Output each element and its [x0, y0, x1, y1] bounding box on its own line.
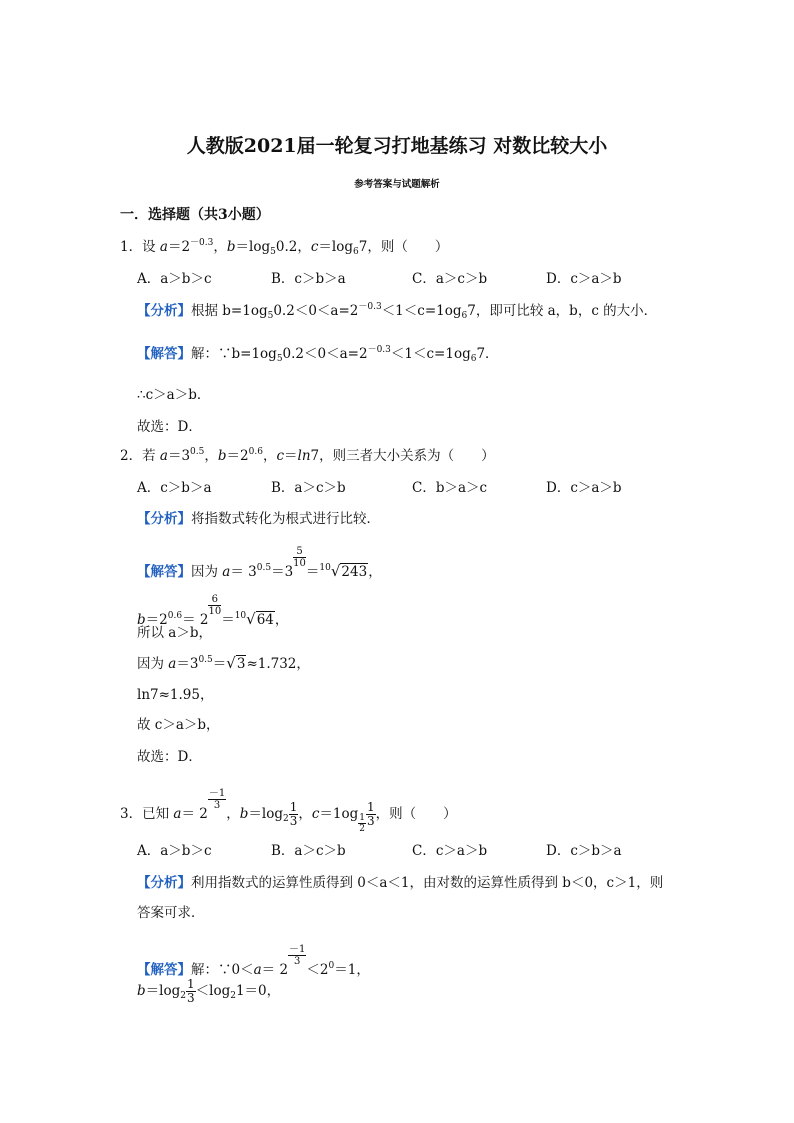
q2-ln: ln7≈1.95， [137, 687, 214, 703]
q1-choice: 故选：D． [137, 419, 202, 435]
q3-analysis: 【分析】利用指数式的运算性质得到 0＜a＜1，由对数的运算性质得到 b＜0，c＞1，则 [137, 875, 664, 891]
q3-stem: 3．已知 a＝ 2 $\frac{-1}{3}$ ，$b=\log_2$ $\frac{1}{3}$ ，c＝1og $_{\frac{1}{2}}$ $\frac{1}{3}$ ，则（ ） [120, 788, 457, 834]
section-heading: 一．选择题（共3小题） [120, 207, 270, 223]
q3-option-d[interactable]: D．c＞b＞a [546, 843, 622, 859]
q2-answer-line2: $b=2^{0.6}= 2$ $\frac{6}{10}$ ＝$^{10}$√64， [137, 594, 289, 628]
q1-analysis: 【分析】根据 $b=1og_50.2<0<a=2^{-0.3}<1<c=1og_67$，即可比较 a，b，c 的大小． [137, 302, 658, 321]
q3-analysis-cont: 答案可求． [137, 905, 205, 921]
q2-option-c[interactable]: C．b＞a＞c [412, 480, 488, 496]
q2-stem: 2．若 $a=3^{0.5}$，$b=2^{0.6}$，c＝ln7，则三者大小关系为（ ） [120, 447, 495, 464]
q3-option-c[interactable]: C．c＞a＞b [412, 843, 488, 859]
q1-stem: 1．设 $a=2^{-0.3}$，$b=\log_50.2$，$c=\log_67$，则（ ） [120, 238, 449, 257]
page-title: 人教版2021届一轮复习打地基练习 对数比较大小 [186, 135, 608, 157]
q2-so: 所以 a＞b， [137, 625, 212, 641]
q2-option-a[interactable]: A．c＞b＞a [137, 480, 212, 496]
q2-options [137, 479, 657, 497]
q1-answer: 【解答】解：$\because b=1og_50.2<0<a=2^{-0.3}<1<c=1og_67$． [137, 345, 499, 364]
q3-option-a[interactable]: A．a＞b＞c [137, 843, 212, 859]
q3-answer-line2: $b=\log_2$ $\frac{1}{3}$ $<\log_21=0$， [137, 977, 281, 1005]
q1-option-c[interactable]: C．a＞c＞b [412, 271, 488, 287]
q2-analysis: 【分析】将指数式转化为根式进行比较． [137, 511, 380, 527]
q1-option-a[interactable]: A．a＞b＞c [137, 271, 212, 287]
q3-option-b[interactable]: B．a＞c＞b [271, 843, 346, 859]
q1-options [137, 270, 657, 288]
q2-option-d[interactable]: D．c＞a＞b [546, 480, 622, 496]
page-subtitle: 参考答案与试题解析 [354, 179, 440, 190]
q2-hence: 故 c＞a＞b， [137, 717, 220, 733]
q1-conclusion: ∴c＞a＞b． [137, 387, 211, 403]
q1-option-b[interactable]: B．c＞b＞a [271, 271, 346, 287]
q3-options [137, 842, 657, 860]
q2-because: 因为 $a=3^{0.5}=√3\approx 1.732$， [137, 654, 310, 672]
q2-choice: 故选：D． [137, 749, 202, 765]
q2-answer-line1: 【解答】因为 $a= 3^{0.5}=3$ $\frac{5}{10}$ ＝$^{10}$√243， [137, 546, 382, 580]
q1-option-d[interactable]: D．c＞a＞b [546, 271, 622, 287]
q3-answer-line1: 【解答】解：∵0＜a＝ 2 $\frac{-1}{3}$ $<2^0=1$， [137, 944, 370, 978]
q2-option-b[interactable]: B．a＞c＞b [271, 480, 346, 496]
